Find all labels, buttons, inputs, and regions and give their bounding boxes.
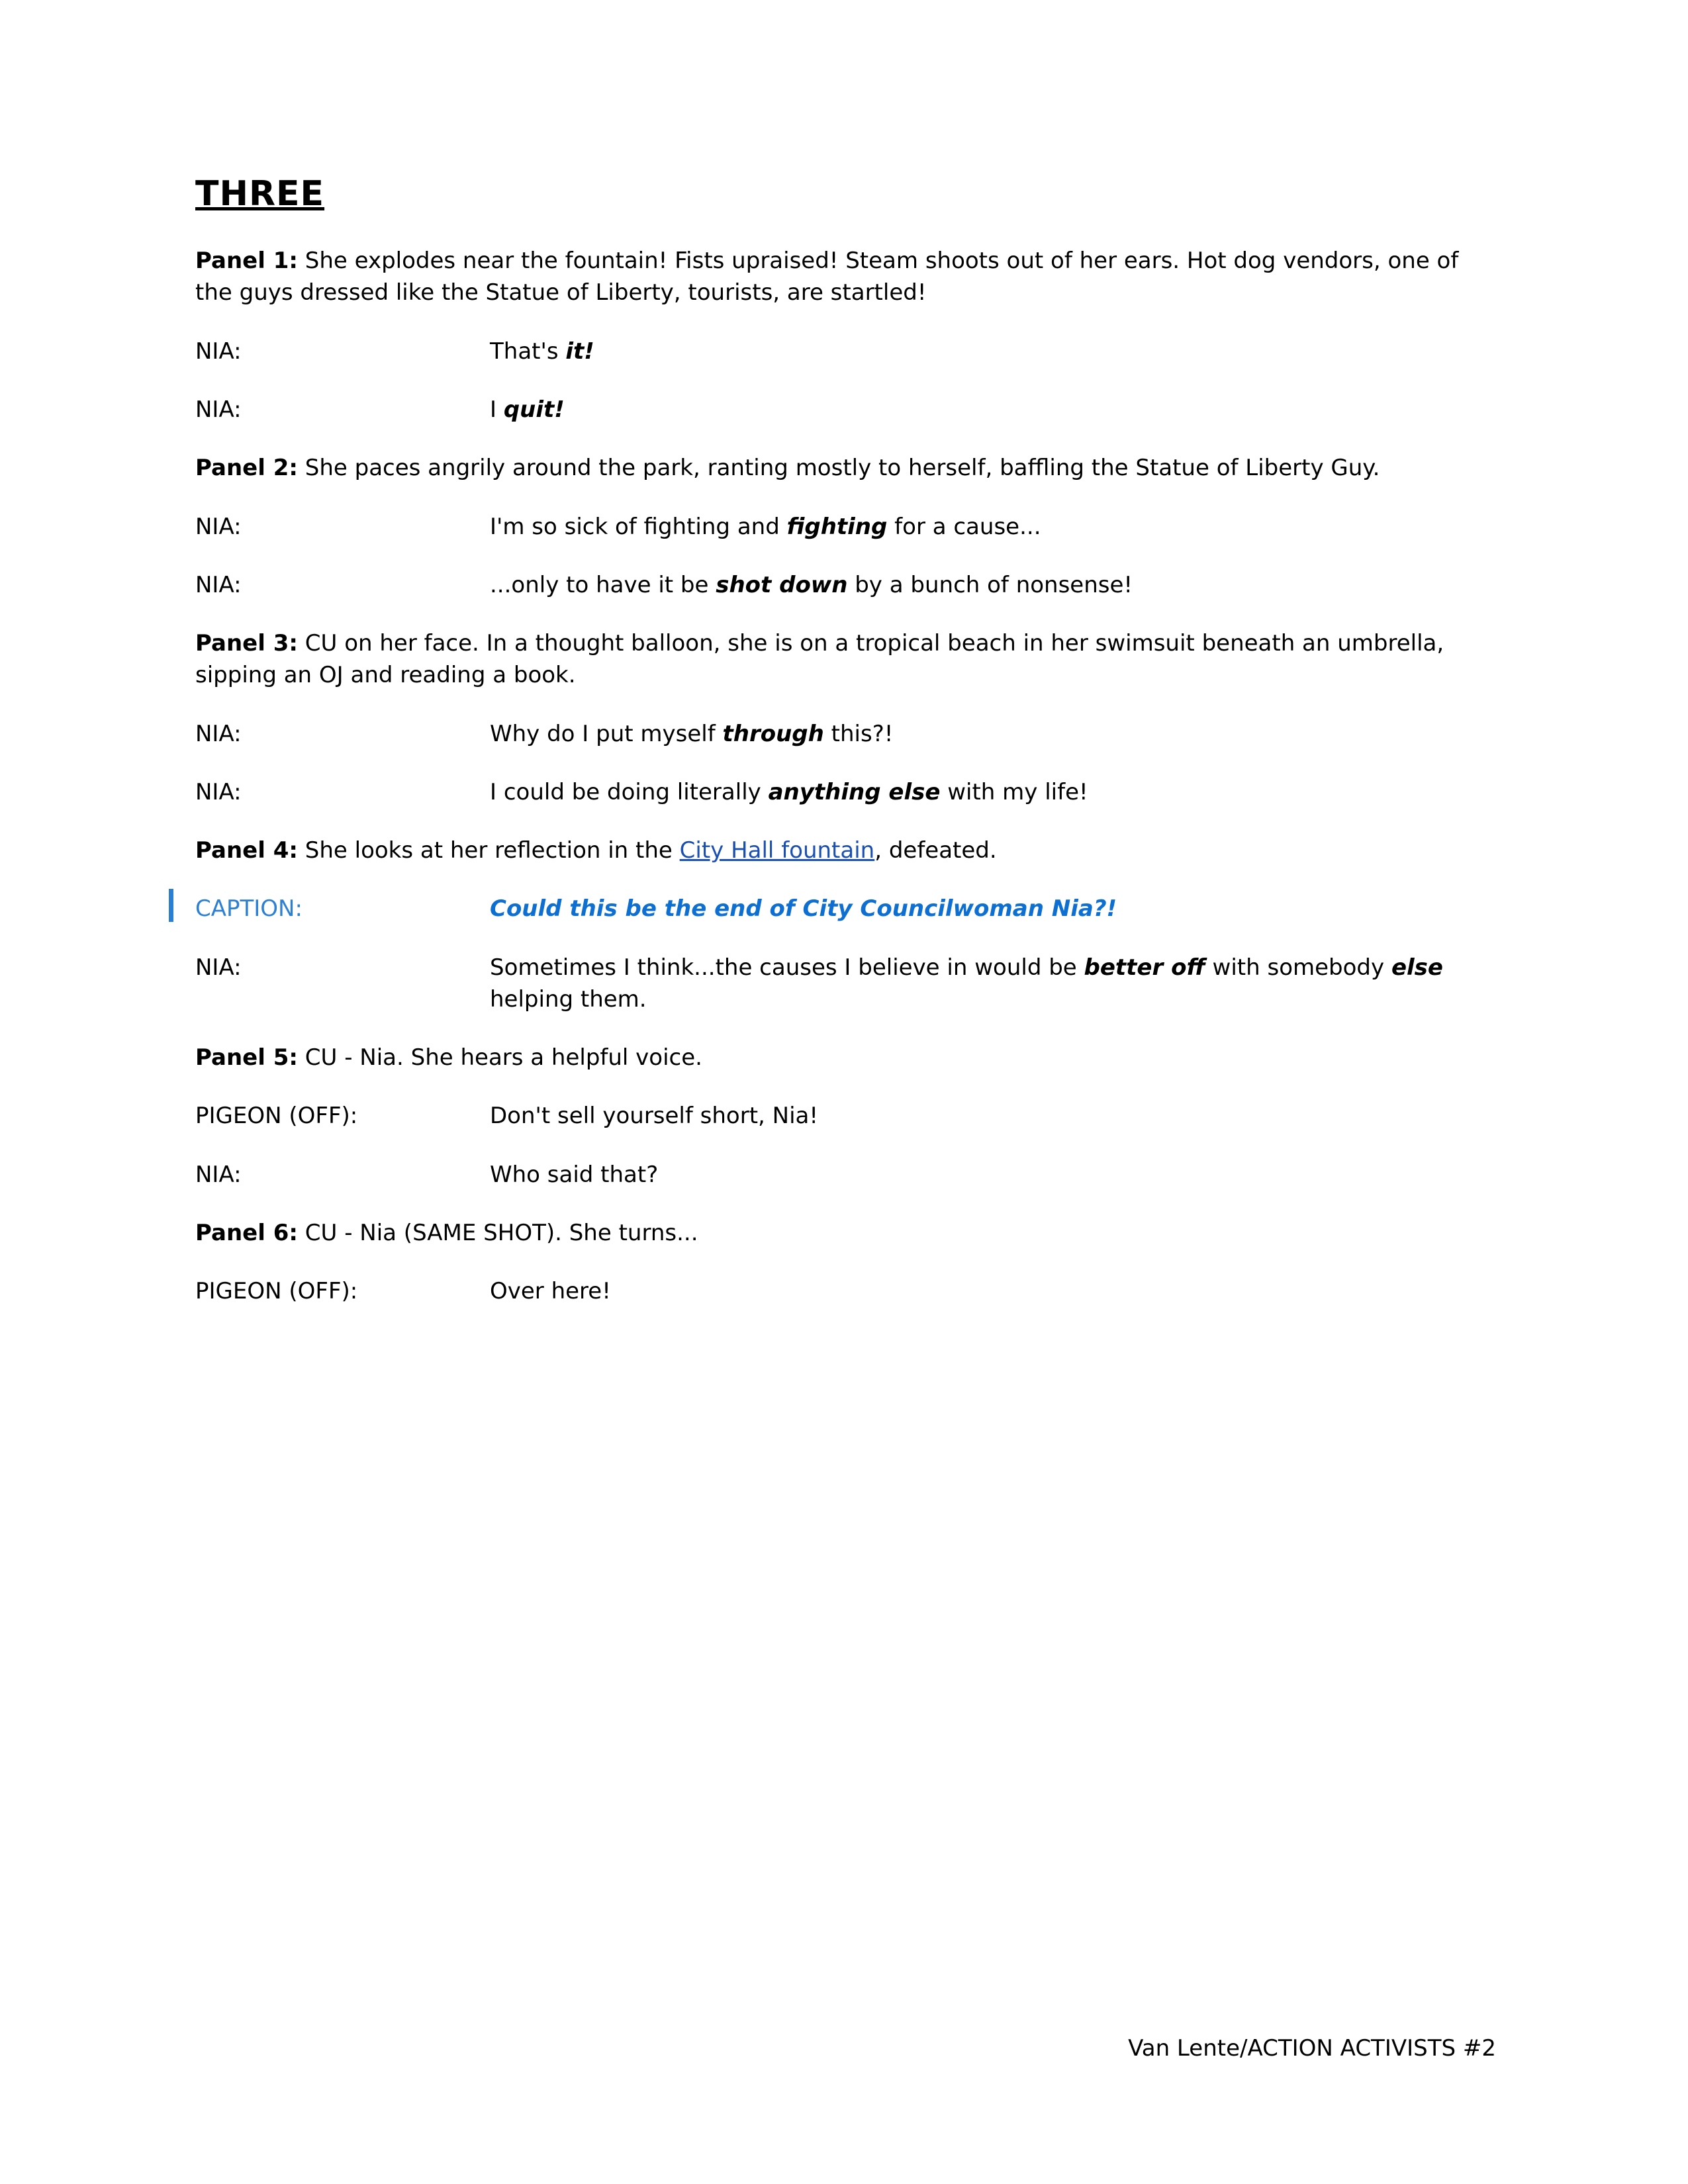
caption-text: Could this be the end of City Councilwoman Nia?! — [490, 895, 1117, 923]
panel-label: Panel 4: — [195, 837, 298, 864]
dialogue-post: this?! — [823, 720, 894, 747]
page-footer: Van Lente/ACTION ACTIVISTS #2 — [1128, 2035, 1496, 2062]
panel-description — [195, 1042, 1496, 1073]
dialogue-line — [195, 1159, 1496, 1191]
speaker-name: NIA: — [195, 1161, 242, 1188]
dialogue-pre: I could be doing literally — [490, 778, 769, 805]
dialogue-emphasis: shot down — [716, 571, 848, 598]
dialogue-text — [490, 952, 1496, 1016]
dialogue-pre: ...only to have it be — [490, 571, 716, 598]
dialogue-line — [195, 952, 1496, 1016]
panel-description — [195, 245, 1496, 309]
page-content — [195, 175, 1496, 1334]
speaker-name: NIA: — [195, 396, 242, 423]
speaker-name: PIGEON (OFF): — [195, 1278, 358, 1305]
dialogue-line — [195, 718, 1496, 750]
dialogue-pre: Why do I put myself — [490, 720, 723, 747]
panel-text: She looks at her reflection in the — [297, 837, 680, 864]
city-hall-fountain-link[interactable]: City Hall fountain — [679, 837, 875, 864]
speaker-name: NIA: — [195, 338, 242, 365]
panel-text: CU - Nia. She hears a helpful voice. — [297, 1044, 702, 1071]
dialogue-text — [490, 776, 1496, 808]
dialogue-emphasis-2: else — [1391, 954, 1443, 981]
panel-description — [195, 627, 1496, 692]
speaker-name: NIA: — [195, 513, 242, 540]
dialogue-text — [490, 569, 1496, 601]
dialogue-post: for a cause... — [887, 513, 1041, 540]
caption-line — [195, 893, 1496, 925]
dialogue-emphasis: quit! — [503, 396, 565, 423]
dialogue-pre: I — [490, 396, 504, 423]
speaker-name: NIA: — [195, 720, 242, 747]
panel-text-after: , defeated. — [874, 837, 997, 864]
panel-label: Panel 5: — [195, 1044, 298, 1071]
panel-label: Panel 3: — [195, 630, 298, 657]
dialogue-text — [490, 511, 1496, 543]
dialogue-text — [490, 718, 1496, 750]
panel-description — [195, 835, 1496, 866]
dialogue-pre: That's — [490, 338, 566, 365]
dialogue-pre: Sometimes I think...the causes I believe in would be — [490, 954, 1084, 981]
panel-text: She explodes near the fountain! Fists upraised! Steam shoots out of her ears. Hot dog vendors, one of the guys dressed like the Statue of Liberty, tourists, are startled! — [195, 248, 1459, 306]
caption-accent-bar — [169, 889, 173, 922]
dialogue-text: Who said that? — [490, 1161, 659, 1188]
dialogue-line — [195, 776, 1496, 808]
dialogue-post: by a bunch of nonsense! — [847, 571, 1133, 598]
panel-text: CU - Nia (SAME SHOT). She turns... — [297, 1219, 698, 1246]
dialogue-text: Don't sell yourself short, Nia! — [490, 1103, 818, 1130]
caption-label: CAPTION: — [195, 895, 303, 923]
dialogue-post: with my life! — [940, 778, 1088, 805]
page-title: THREE — [195, 174, 325, 214]
dialogue-emphasis: anything else — [768, 778, 941, 805]
panel-text: CU on her face. In a thought balloon, she is on a tropical beach in her swimsuit beneath an umbrella, sipping an OJ and reading a book. — [195, 630, 1444, 689]
dialogue-line — [195, 569, 1496, 601]
dialogue-emphasis: better off — [1084, 954, 1205, 981]
dialogue-line — [195, 394, 1496, 426]
dialogue-emphasis: through — [722, 720, 824, 747]
speaker-name: NIA: — [195, 778, 242, 805]
dialogue-pre: I'm so sick of fighting and — [490, 513, 787, 540]
dialogue-line — [195, 1100, 1496, 1132]
dialogue-text — [490, 394, 1496, 426]
dialogue-emphasis: it! — [565, 338, 594, 365]
panel-label: Panel 1: — [195, 248, 298, 275]
panel-label: Panel 2: — [195, 455, 298, 482]
panel-description — [195, 1217, 1496, 1249]
dialogue-emphasis: fighting — [786, 513, 888, 540]
dialogue-text: Over here! — [490, 1278, 611, 1305]
dialogue-text — [490, 336, 1496, 367]
dialogue-line — [195, 1275, 1496, 1307]
dialogue-line — [195, 511, 1496, 543]
panel-text: She paces angrily around the park, ranting mostly to herself, baffling the Statue of Liberty Guy. — [297, 455, 1380, 482]
dialogue-mid: with somebody — [1205, 954, 1391, 981]
speaker-name: PIGEON (OFF): — [195, 1103, 358, 1130]
panel-description — [195, 452, 1496, 484]
speaker-name: NIA: — [195, 954, 242, 981]
speaker-name: NIA: — [195, 571, 242, 598]
dialogue-post: helping them. — [490, 985, 647, 1013]
panel-label: Panel 6: — [195, 1219, 298, 1246]
dialogue-line — [195, 336, 1496, 367]
